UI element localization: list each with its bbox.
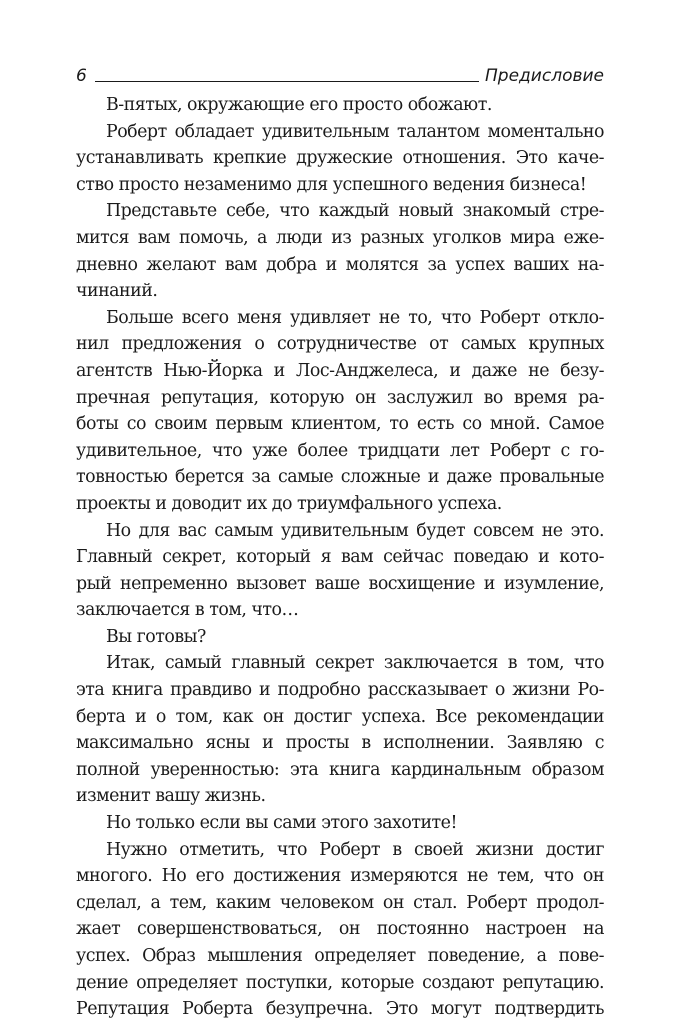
paragraph [76,837,604,1023]
text-line: удивительное, что уже более тридцати лет Роберт с го- [76,440,604,461]
text-line: эта книга правдиво и подробно рассказывает о жизни Ро- [76,680,604,701]
text-line: заключается в том, что… [76,600,299,621]
paragraph [76,518,604,624]
text-line: чинаний. [76,281,158,302]
text-line: нил предложения о сотрудничестве от самых крупных [76,334,604,355]
text-line: пречная репутация, которую он заслужил во время ра- [76,387,604,408]
text-line: товностью берется за самые сложные и даже провальные [76,467,604,488]
text-line: Представьте себе, что каждый новый знакомый стре- [106,201,604,222]
book-page [76,58,604,1023]
header-rule [95,81,479,82]
text-line: успех. Образ мышления определяет поведение, а пове- [76,946,604,966]
text-line: изменит вашу жизнь. [76,786,266,807]
text-line: рый непременно вызовет ваше восхищение и изумление, [76,573,604,594]
text-line: жает совершенствоваться, он постоянно настроен на [76,919,604,940]
text-line: Итак, самый главный секрет заключается в том, что [106,653,604,674]
text-line: дение определяет поступки, которые создают репутацию. [76,972,604,993]
paragraph [76,198,604,304]
paragraph [76,810,604,837]
running-header [76,58,604,86]
text-line: Вы готовы? [106,626,206,647]
text-line: Но для вас самым удивительным будет совсем не это. [106,520,604,541]
text-line: боты со своим первым клиентом, то есть со мной. Самое [76,414,604,435]
text-line: берта и о том, как он достиг успеха. Все рекомендации [76,706,604,727]
section-title: Предисловие [485,66,604,86]
paragraph [76,624,604,651]
text-line: мится вам помочь, а люди из разных уголков мира еже- [76,227,604,248]
text-line: дневно желают вам добра и молятся за успех ваших на- [76,254,604,275]
text-line: агентств Нью-Йорка и Лос-Анджелеса, и даже не безу- [76,360,604,381]
text-line: Репутация Роберта безупречна. Это могут подтвердить [76,999,604,1020]
text-line: устанавливать крепкие дружеские отношения. Это каче- [76,148,604,169]
text-line: В-пятых, окружающие его просто обожают. [106,95,492,115]
page-number: 6 [76,66,87,86]
text-line: проекты и доводит их до триумфального успеха. [76,493,502,514]
text-line: многого. Но его достижения измеряются не тем, что он [76,866,604,887]
text-line: Но только если вы сами этого захотите! [106,813,457,834]
text-line: максимально ясны и просты в исполнении. Заявляю с [76,733,604,754]
text-line: полной уверенностью: эта книга кардинальным образом [76,759,604,780]
paragraph [76,119,604,199]
body-text [76,92,604,1023]
text-line: сделал, а тем, каким человеком он стал. Роберт продол- [76,892,604,913]
text-line: Роберт обладает удивительным талантом моментально [106,121,604,142]
paragraph [76,650,604,810]
text-line: Нужно отметить, что Роберт в своей жизни достиг [106,839,604,860]
text-line: Главный секрет, который я вам сейчас поведаю и кото- [76,547,604,568]
paragraph [76,305,604,518]
text-line: Больше всего меня удивляет не то, что Роберт откло- [106,307,604,328]
paragraph [76,92,604,119]
text-line: ство просто незаменимо для успешного ведения бизнеса! [76,174,587,195]
